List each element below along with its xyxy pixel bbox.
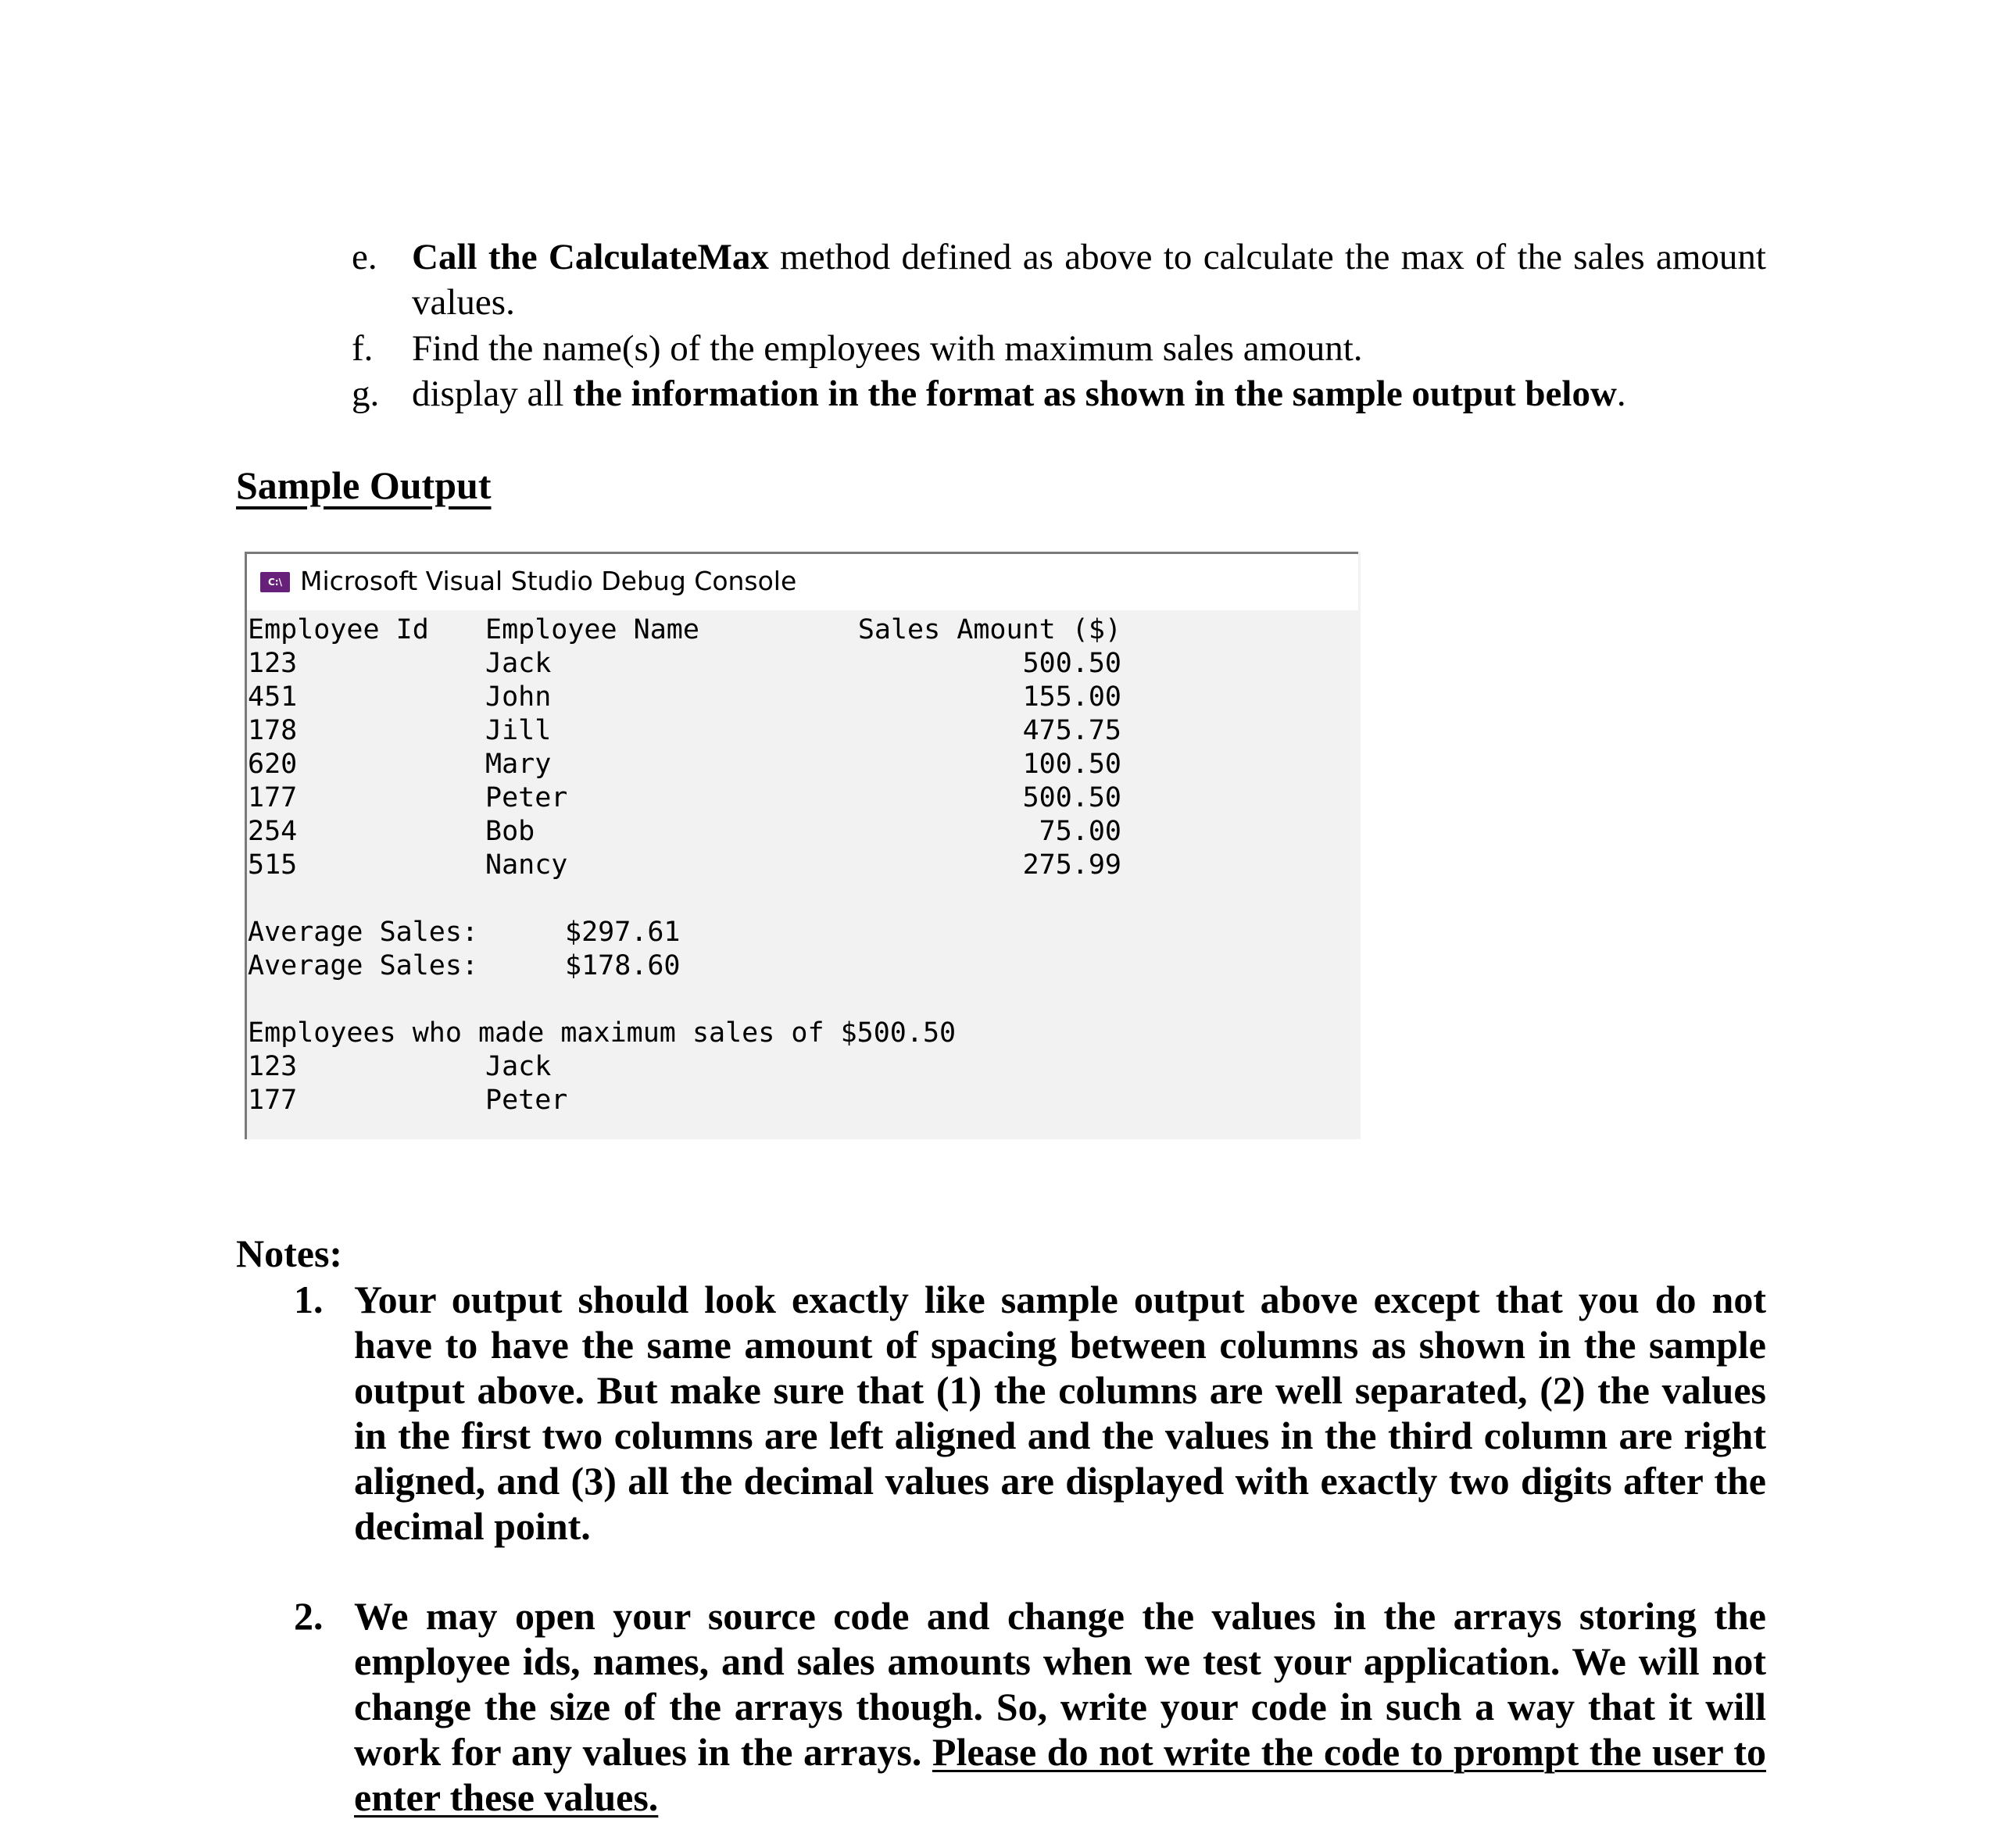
list-text-e	[412, 234, 1766, 325]
table-row-amount: 275.99	[1022, 849, 1121, 881]
note-marker-2: 2.	[294, 1594, 324, 1638]
max-row-name: Peter	[485, 1085, 568, 1116]
note-text-2-body: We may open your source code and change the values in the arrays storing the employee ids, names, and sales amounts when we test your application. We will not change the size of the arrays though. So, write your code in such a way that it will work for any values in the arrays.	[354, 1594, 1766, 1774]
console-title: Microsoft Visual Studio Debug Console	[300, 566, 797, 596]
table-row-amount: 500.50	[1022, 782, 1121, 813]
list-marker-g: g.	[352, 374, 380, 414]
table-row-amount: 475.75	[1022, 715, 1121, 746]
max-row-name: Jack	[485, 1051, 552, 1082]
table-row-name: Nancy	[485, 849, 568, 881]
col-header-id: Employee Id	[248, 614, 429, 645]
col-header-amount: Sales Amount ($)	[857, 614, 1121, 645]
list-text-e-bold: Call the CalculateMax	[412, 237, 769, 277]
list-text-g-end: .	[1616, 374, 1626, 414]
list-text-g	[412, 371, 1626, 416]
table-row-name: Jack	[485, 648, 552, 679]
note-text-1: Your output should look exactly like sample output above except that you do not have to have the same amount of spacing between columns as shown in the sample output above. But make sure that (1) the columns are well separated, (2) the values in the first two columns are left aligned and the values in the third column are right aligned, and (3) all the decimal values are displayed with exactly two digits after the decimal point.	[354, 1278, 1766, 1548]
table-row-name: John	[485, 681, 552, 713]
list-text-e-rest: method defined as above to calculate the max of the sales amount values.	[412, 237, 1766, 323]
table-row-id: 177	[248, 782, 298, 813]
table-row-name: Jill	[485, 715, 552, 746]
table-row-amount: 155.00	[1022, 681, 1121, 713]
max-row-id: 177	[248, 1085, 298, 1116]
table-row-amount: 500.50	[1022, 648, 1121, 679]
table-row-id: 515	[248, 849, 298, 881]
table-row-name: Mary	[485, 749, 552, 780]
average-label: Average Sales:	[248, 917, 479, 948]
list-text-g-bold: the information in the format as shown in the sample output below	[573, 374, 1617, 414]
table-row-amount: 100.50	[1022, 749, 1121, 780]
max-row-id: 123	[248, 1051, 298, 1082]
note-marker-1: 1.	[294, 1278, 324, 1321]
list-marker-e: e.	[352, 237, 377, 277]
table-row-id: 178	[248, 715, 298, 746]
notes-title: Notes:	[236, 1231, 343, 1275]
sample-output-heading: Sample Output	[236, 463, 492, 507]
console-app-icon: C:\	[260, 572, 290, 592]
average-label: Average Sales:	[248, 950, 479, 981]
table-row-id: 254	[248, 816, 298, 847]
average-value: $178.60	[565, 950, 681, 981]
table-row-name: Bob	[485, 816, 535, 847]
table-row-id: 620	[248, 749, 298, 780]
table-row-id: 123	[248, 648, 298, 679]
note-text-2-underlined: Please do not write the code to prompt the user to enter these values.	[354, 1730, 1766, 1819]
table-row-id: 451	[248, 681, 298, 713]
average-value: $297.61	[565, 917, 681, 948]
list-text-f: Find the name(s) of the employees with maximum sales amount.	[412, 328, 1363, 369]
note-text-2	[354, 1593, 1766, 1820]
col-header-name: Employee Name	[485, 614, 699, 645]
table-row-amount: 75.00	[1039, 816, 1121, 847]
list-text-g-start: display all	[412, 374, 574, 414]
max-sales-line: Employees who made maximum sales of $500.50	[248, 1017, 957, 1049]
table-row-name: Peter	[485, 782, 568, 813]
list-marker-f: f.	[352, 328, 374, 369]
list-item-e	[0, 234, 1992, 328]
